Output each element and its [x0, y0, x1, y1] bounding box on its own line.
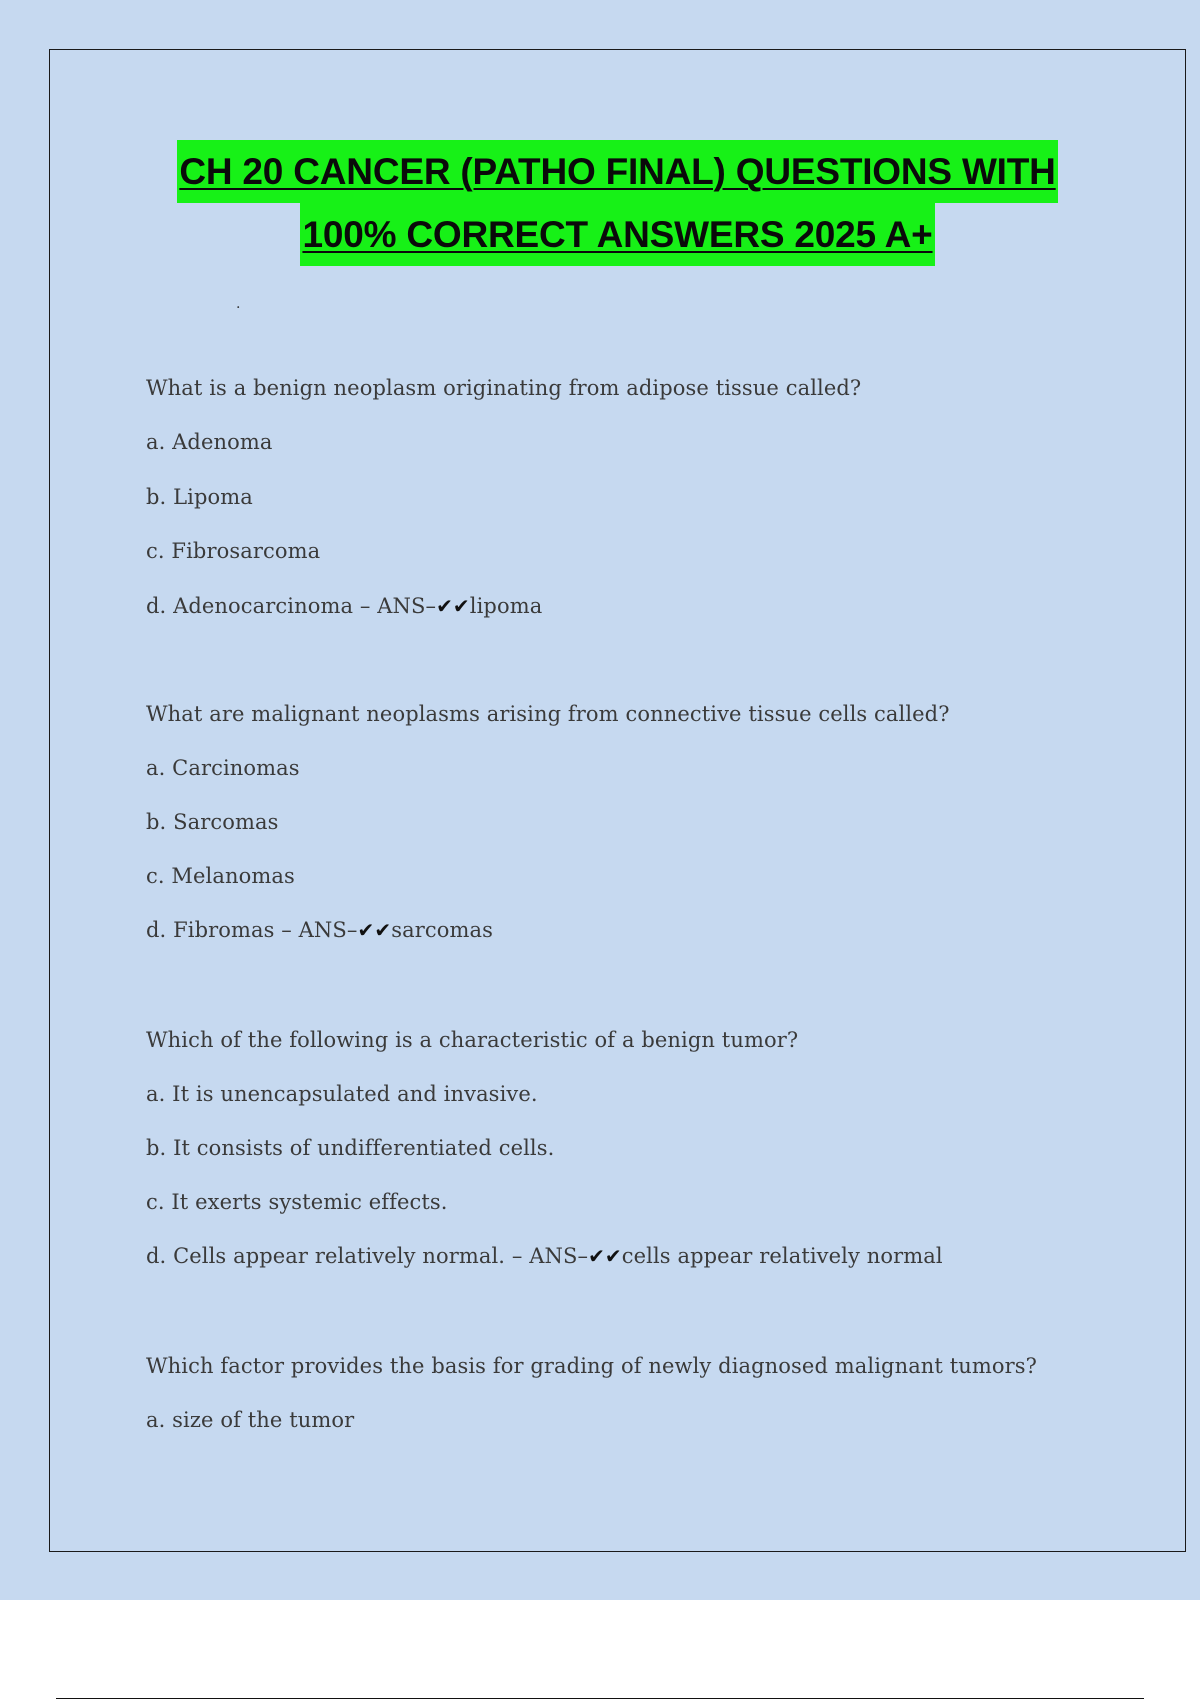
question-text: What are malignant neoplasms arising from connective tissue cells called?: [146, 702, 950, 726]
double-check-icon: ✔✔: [436, 594, 470, 618]
option-a: a. Adenoma: [146, 430, 273, 454]
double-check-icon: ✔✔: [588, 1244, 622, 1268]
option-d: d. Adenocarcinoma – ANS–: [146, 594, 437, 618]
option-b: b. Sarcomas: [146, 810, 279, 834]
answer-text: lipoma: [469, 594, 543, 618]
double-check-icon: ✔✔: [357, 918, 392, 942]
option-d-with-answer: [146, 592, 542, 620]
option-a: a. Carcinomas: [146, 756, 300, 780]
option-c: c. It exerts systemic effects.: [146, 1190, 448, 1214]
option-a: a. size of the tumor: [146, 1408, 355, 1432]
option-a: a. It is unencapsulated and invasive.: [146, 1082, 538, 1106]
question-text: Which factor provides the basis for grading of newly diagnosed malignant tumors?: [146, 1354, 1038, 1378]
option-b: b. Lipoma: [146, 485, 253, 509]
answer-text: cells appear relatively normal: [621, 1244, 943, 1268]
option-d: d. Cells appear relatively normal. – ANS–: [146, 1244, 589, 1268]
title-line-2: 100% CORRECT ANSWERS 2025 A+: [300, 203, 934, 266]
footer-rule: [56, 1698, 1144, 1699]
answer-text: sarcomas: [391, 918, 493, 942]
title-line-1: CH 20 CANCER (PATHO FINAL) QUESTIONS WITH: [177, 140, 1057, 203]
option-b: b. It consists of undifferentiated cells.: [146, 1136, 555, 1160]
page-border-frame: [49, 49, 1186, 1552]
option-d-with-answer: [146, 916, 493, 944]
question-text: What is a benign neoplasm originating from adipose tissue called?: [146, 376, 862, 400]
option-d: d. Fibromas – ANS–: [146, 918, 358, 942]
document-title: [49, 140, 1186, 266]
question-text: Which of the following is a characteristic of a benign tumor?: [146, 1028, 799, 1052]
option-d-with-answer: [146, 1242, 943, 1270]
option-c: c. Fibrosarcoma: [146, 539, 321, 563]
stray-dot: .: [236, 296, 241, 312]
option-c: c. Melanomas: [146, 864, 295, 888]
